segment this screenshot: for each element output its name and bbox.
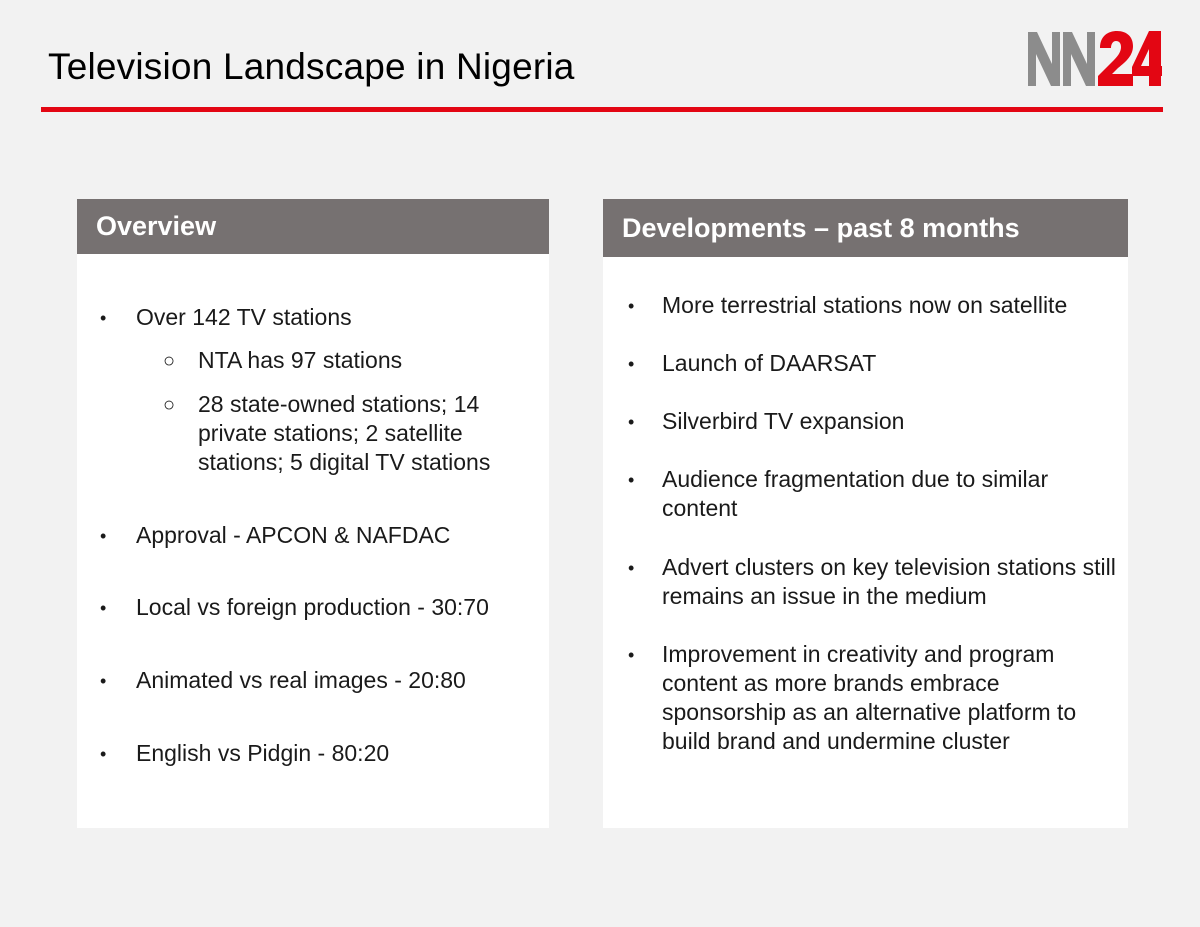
overview-subitem-breakdown: 28 state-owned stations; 14 private stations; 2 satellite stations; 5 digital TV stations <box>198 391 491 475</box>
sub-bullet-icon: ○ <box>163 350 176 372</box>
developments-heading: Developments – past 8 months <box>603 199 1128 257</box>
nn24-logo <box>1028 30 1162 88</box>
bullet-icon: • <box>628 412 635 432</box>
overview-item-animated: Animated vs real images - 20:80 <box>136 667 466 693</box>
bullet-icon: • <box>100 526 107 546</box>
bullet-icon: • <box>628 296 635 316</box>
overview-item-language: English vs Pidgin - 80:20 <box>136 740 390 766</box>
bullet-icon: • <box>628 558 635 578</box>
overview-panel <box>77 199 549 828</box>
developments-panel <box>603 199 1128 828</box>
development-item: Silverbird TV expansion <box>662 408 905 434</box>
bullet-icon: • <box>628 645 635 665</box>
title-underline <box>41 107 1163 112</box>
bullet-icon: • <box>100 671 107 691</box>
overview-item-stations: Over 142 TV stations <box>136 304 352 330</box>
development-item: Launch of DAARSAT <box>662 350 877 376</box>
overview-item-approval: Approval - APCON & NAFDAC <box>136 522 451 548</box>
overview-item-production: Local vs foreign production - 30:70 <box>136 594 489 620</box>
development-item: Improvement in creativity and program content as more brands embrace sponsorship as an alternative platform to build brand and undermine cluster <box>662 641 1077 754</box>
bullet-icon: • <box>628 354 635 374</box>
bullet-icon: • <box>100 744 107 764</box>
bullet-icon: • <box>100 598 107 618</box>
development-item: Audience fragmentation due to similar content <box>662 466 1049 521</box>
page-title: Television Landscape in Nigeria <box>48 46 575 87</box>
overview-subitem-nta: NTA has 97 stations <box>198 347 403 373</box>
overview-heading: Overview <box>77 199 549 254</box>
bullet-icon: • <box>100 308 107 328</box>
development-item: Advert clusters on key television stations still remains an issue in the medium <box>662 554 1116 609</box>
bullet-icon: • <box>628 470 635 490</box>
sub-bullet-icon: ○ <box>163 394 176 416</box>
development-item: More terrestrial stations now on satellite <box>662 292 1068 318</box>
